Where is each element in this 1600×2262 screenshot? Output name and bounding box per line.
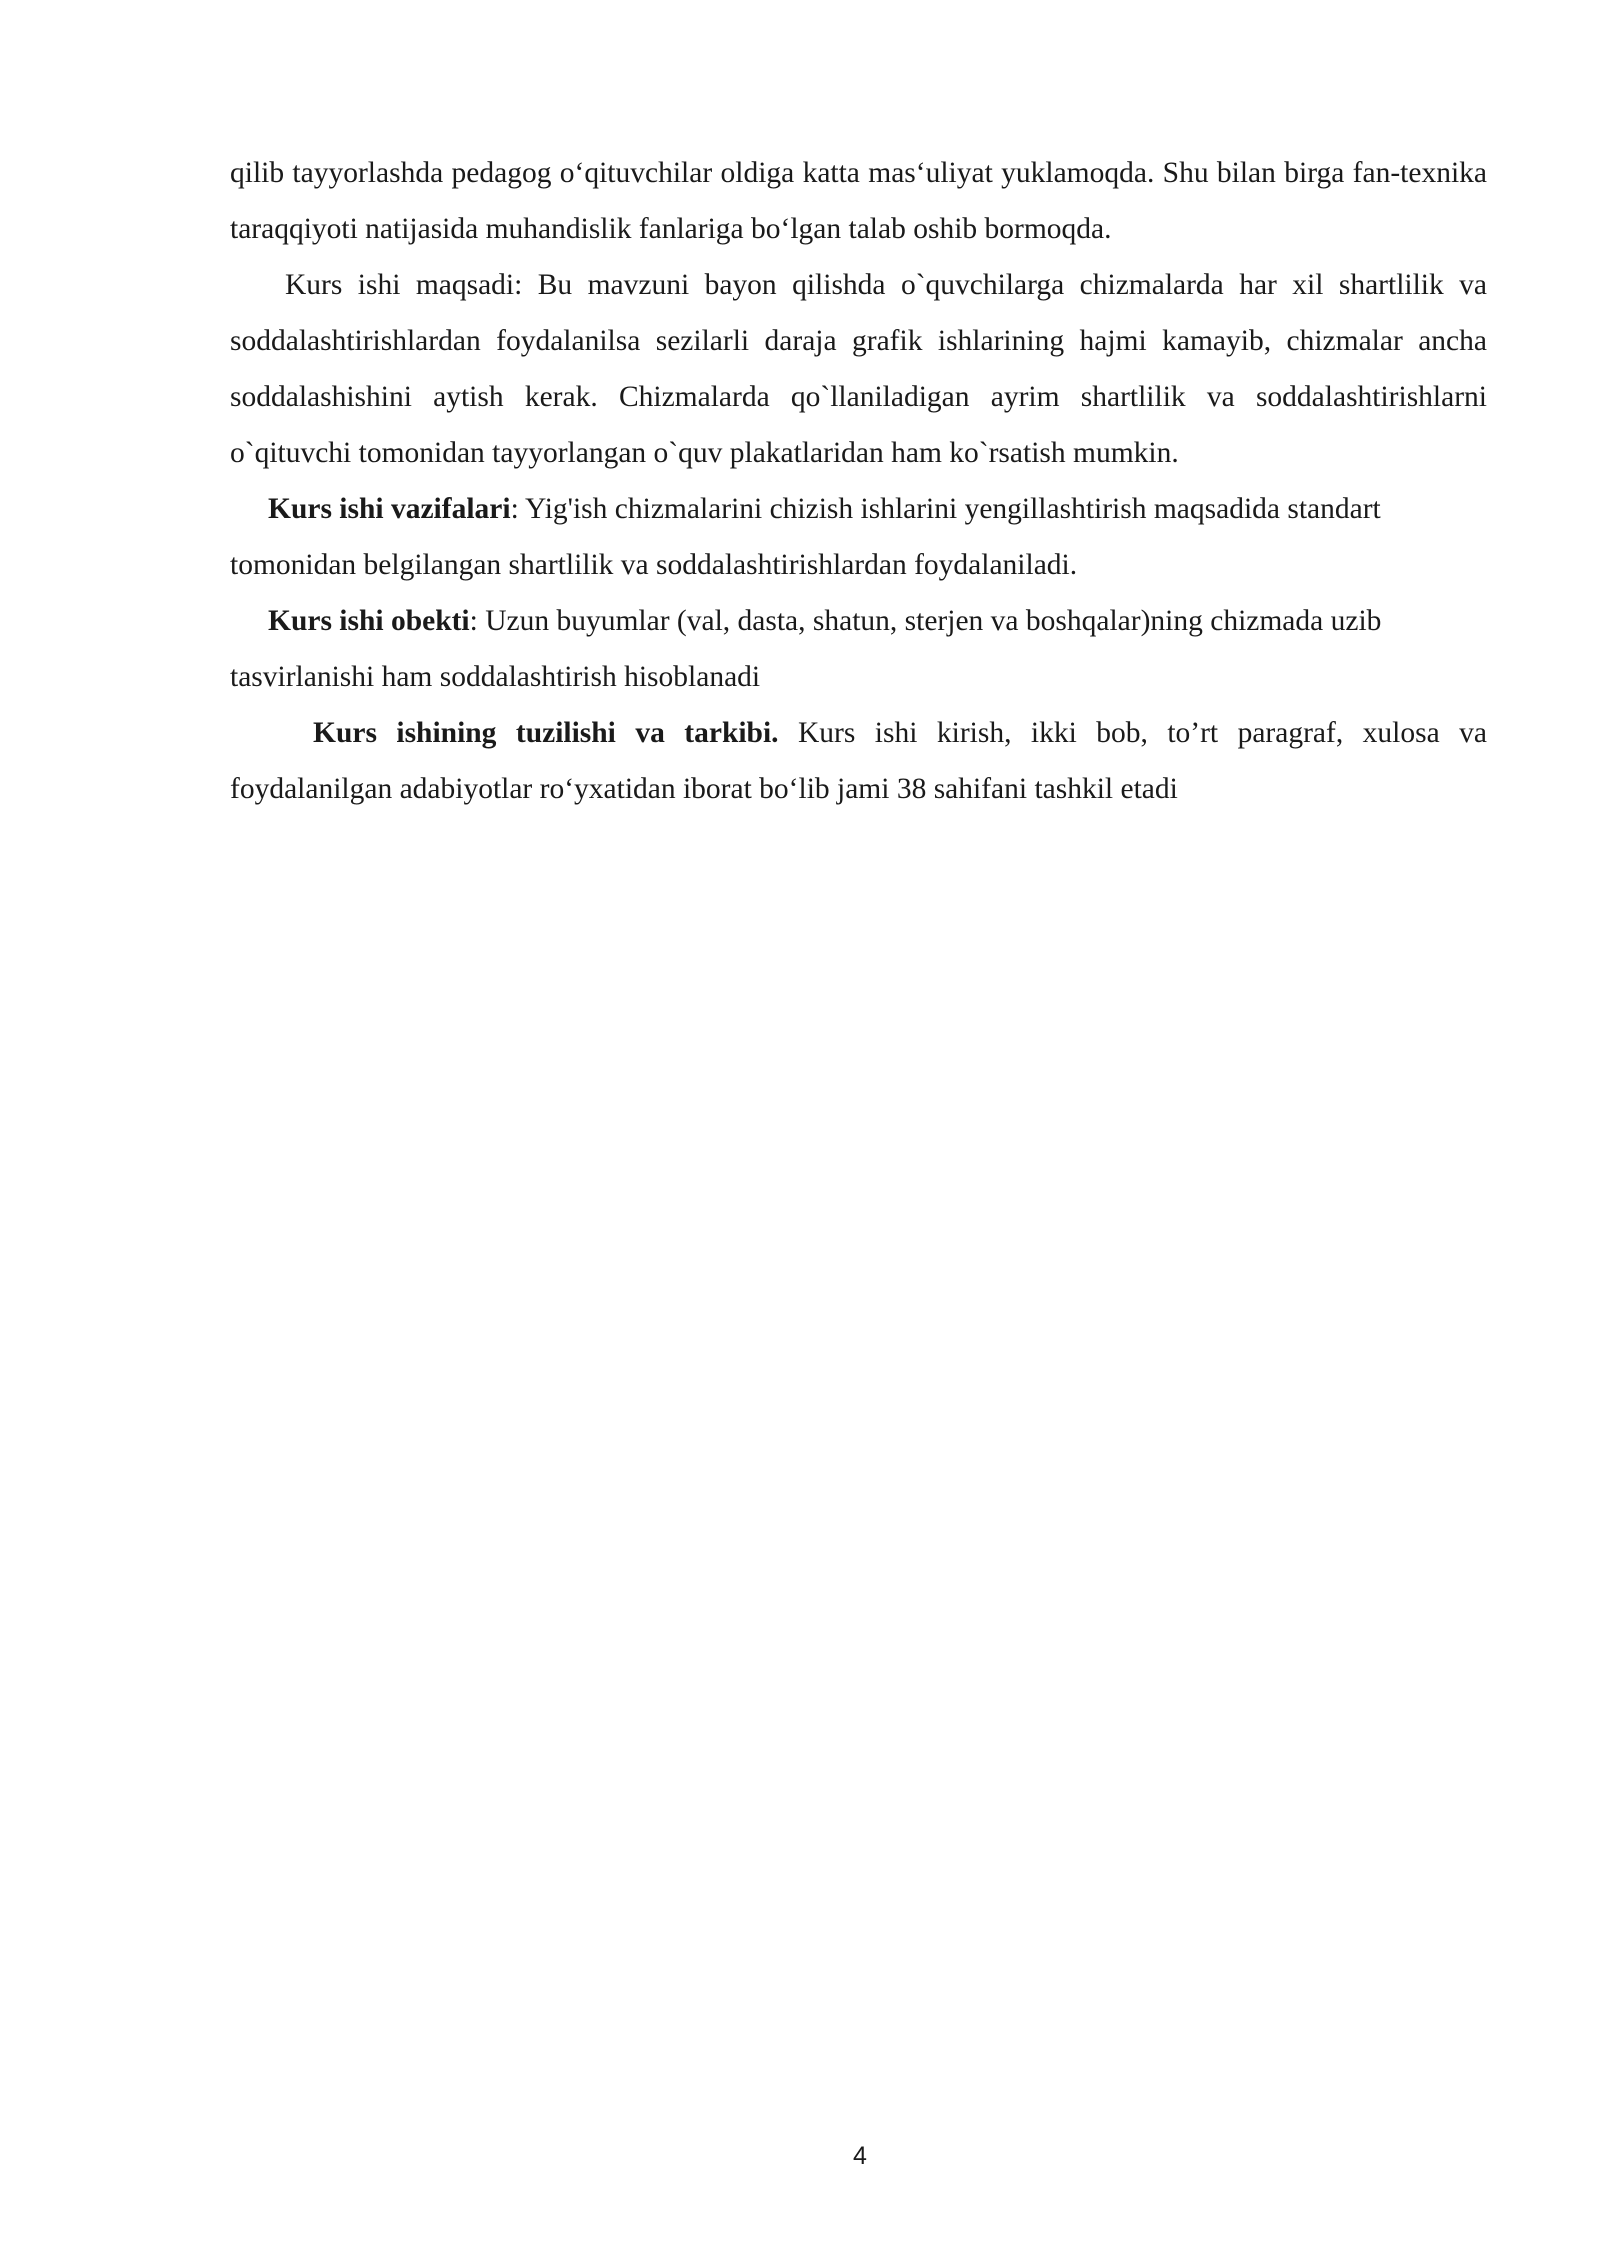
paragraph-course-tasks: [230, 481, 1487, 593]
body-text: [230, 145, 1487, 817]
paragraph-course-goal: Kurs ishi maqsadi: Bu mavzuni bayon qilishda o`quvchilarga chizmalarda har xil shartlilik va soddalashtirishlardan foydalanilsa sezilarli daraja grafik ishlarining hajmi kamayib, chizmalar ancha soddalashishini aytish kerak. Chizmalarda qo`llaniladigan ayrim shartlilik va soddalashtirishlarni o`qituvchi tomonidan tayyorlangan o`quv plakatlaridan ham ko`rsatish mumkin.: [230, 269, 1487, 469]
structure-heading: Kurs ishining tuzilishi va tarkibi.: [313, 717, 779, 749]
page-number: 4: [853, 2142, 867, 2170]
paragraph-intro-continuation: qilib tayyorlashda pedagog o‘qituvchilar oldiga katta mas‘uliyat yuklamoqda. Shu bilan birga fan-texnika taraqqiyoti natijasida muhandislik fanlariga bo‘lgan talab oshib bormoqda.: [230, 157, 1487, 245]
tasks-text: : Yig'ish chizmalarini chizish ishlarini yengillashtirish maqsadida standart tomonidan belgilangan shartlilik va soddalashtirishlardan foydalaniladi.: [230, 493, 1381, 581]
structure-text: Kurs ishi kirish, ikki bob, to’rt paragraf, xulosa va foydalanilgan adabiyotlar ro‘yxatidan iborat bo‘lib jami 38 sahifani tashkil etadi: [230, 717, 1487, 805]
tasks-heading: Kurs ishi vazifalari: [268, 493, 511, 525]
object-text: : Uzun buyumlar (val, dasta, shatun, sterjen va boshqalar)ning chizmada uzib tasvirlanishi ham soddalashtirish hisoblanadi: [230, 605, 1382, 693]
object-heading: Kurs ishi obekti: [268, 605, 470, 637]
paragraph-course-structure: [230, 705, 1487, 817]
paragraph-course-object: [230, 593, 1487, 705]
